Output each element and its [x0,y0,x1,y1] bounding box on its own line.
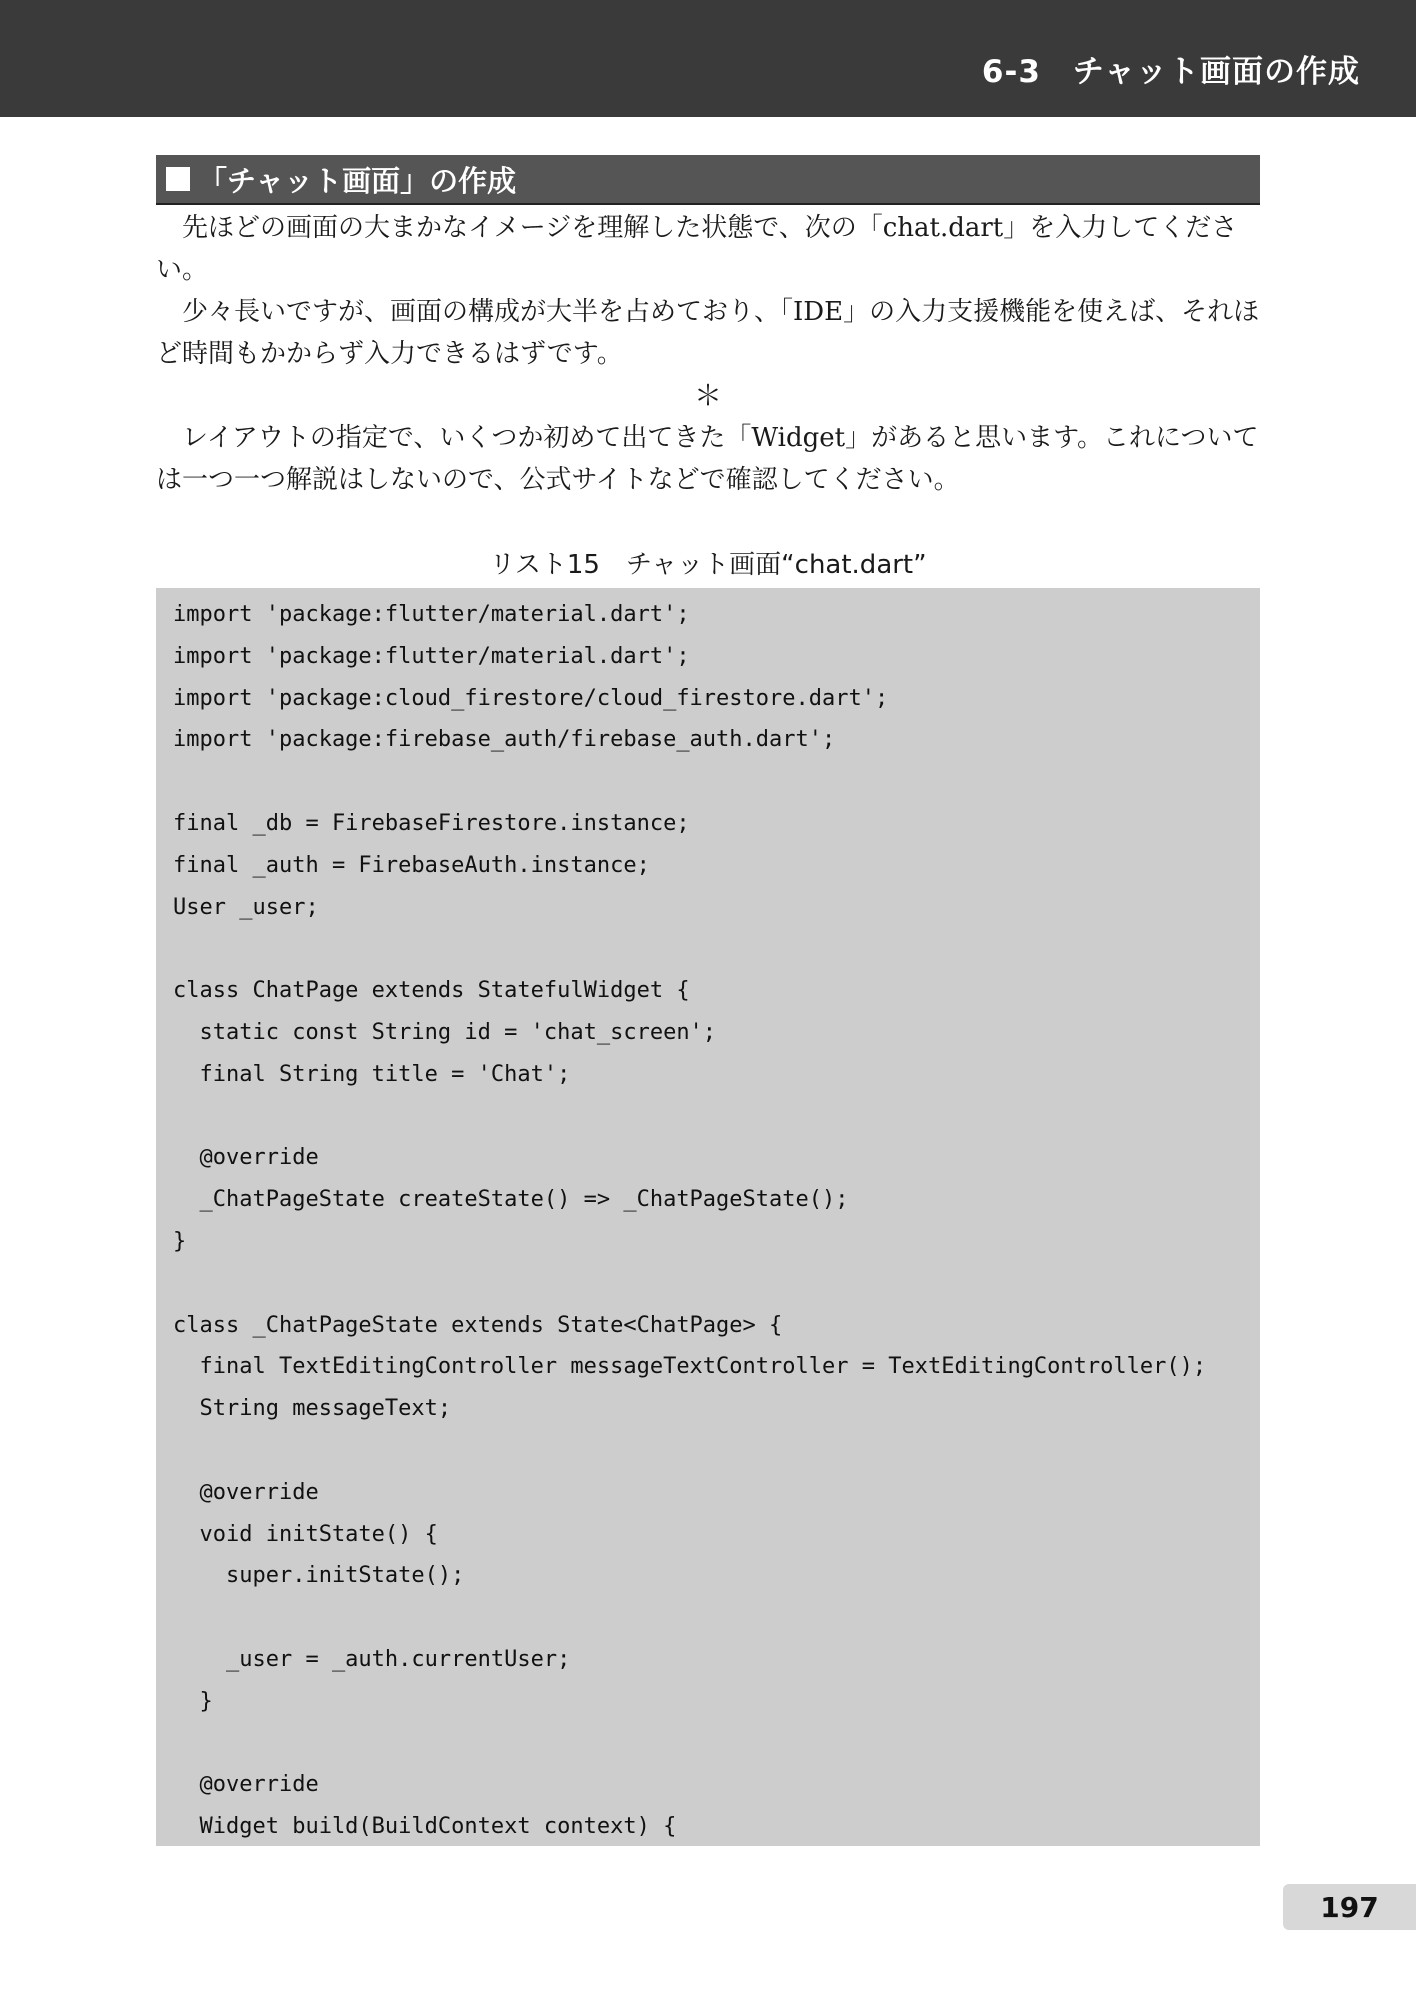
square-bullet-icon [166,167,190,191]
code-line: String messageText; [173,1396,452,1422]
paragraph: レイアウトの指定で、いくつか初めて出てきた「Widget」があると思います。これについては一つ一つ解説はしないので、公式サイトなどで確認してください。 [156,423,1259,495]
code-line: import 'package:flutter/material.dart'; [173,643,690,669]
code-line: final String title = 'Chat'; [173,1061,571,1087]
code-line: void initState() { [173,1521,438,1547]
code-line: final _auth = FirebaseAuth.instance; [173,852,650,878]
paragraph: 少々長いですが、画面の構成が大半を占めており、「IDE」の入力支援機能を使えば、それほど時間もかからず入力できるはずです。 [156,297,1260,369]
listing-caption: リスト15 チャット画面“chat.dart” [489,550,927,580]
code-line: @override [173,1145,319,1171]
code-line: final TextEditingController messageTextController = TextEditingController(); [173,1354,1207,1380]
page-number: 197 [1283,1884,1416,1930]
code-line: _ChatPageState createState() => _ChatPageState(); [173,1187,849,1213]
code-line [173,1597,1260,1639]
code-line [173,928,1260,970]
chapter-header-bar [0,0,1416,117]
code-line: Widget build(BuildContext context) { [173,1814,677,1840]
code-line: import 'package:firebase_auth/firebase_auth.dart'; [173,727,836,753]
body-text [156,207,1260,501]
section-heading [156,155,1260,205]
paragraph: 先ほどの画面の大まかなイメージを理解した状態で、次の「chat.dart」を入力してください。 [156,213,1238,285]
section-heading-text: 「チャット画面」の作成 [198,163,517,198]
code-line: @override [173,1479,319,1505]
code-line: @override [173,1772,319,1798]
asterisk-separator: ＊ [693,379,722,412]
code-line: static const String id = 'chat_screen'; [173,1019,717,1045]
code-listing [156,588,1260,1846]
chapter-title: 6-3 チャット画面の作成 [981,54,1360,90]
code-line: } [173,1688,213,1714]
code-line [173,1723,1260,1765]
code-line: User _user; [173,894,319,920]
code-line: import 'package:flutter/material.dart'; [173,602,690,627]
code-line [173,1096,1260,1138]
code-line: import 'package:cloud_firestore/cloud_firestore.dart'; [173,685,889,711]
code-line: class _ChatPageState extends State<ChatPage> { [173,1312,783,1338]
code-line [173,761,1260,803]
code-line [173,1430,1260,1472]
code-line: super.initState(); [173,1563,465,1589]
code-line: } [173,1228,187,1254]
code-line: final _db = FirebaseFirestore.instance; [173,810,690,836]
code-line: _user = _auth.currentUser; [173,1646,571,1672]
code-line [173,1263,1260,1305]
code-line: class ChatPage extends StatefulWidget { [173,978,690,1004]
